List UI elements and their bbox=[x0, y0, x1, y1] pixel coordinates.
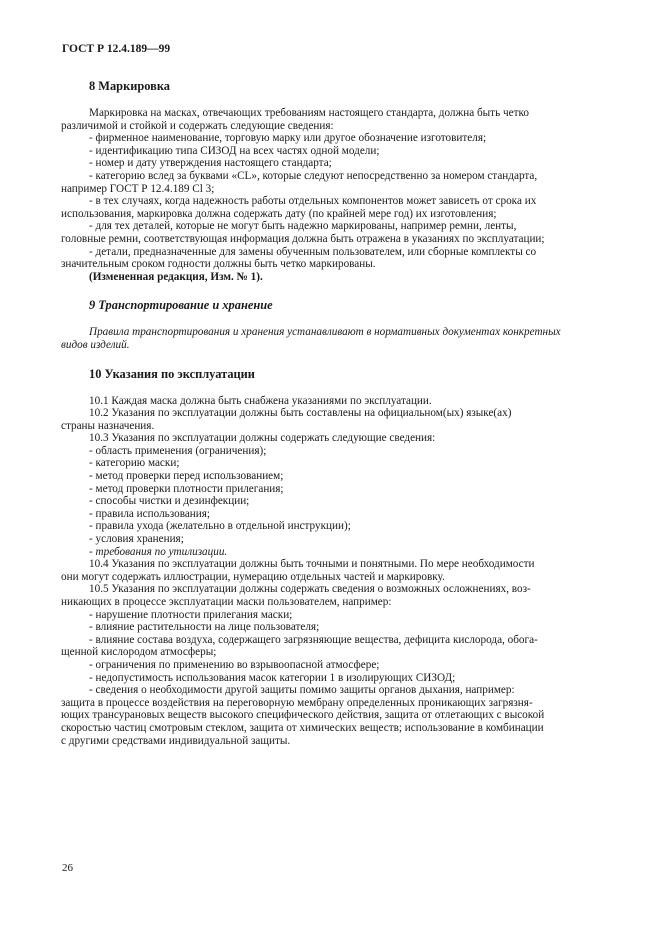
s10-list-item: - условия хранения; bbox=[89, 533, 184, 546]
s10-paragraph-cont: никающих в процессе эксплуатации маски пользователем, например: bbox=[61, 596, 392, 608]
s10-list-item: - область применения (ограничения); bbox=[89, 444, 267, 457]
s10-list-item: - ограничения по применению во взрывоопасной атмосфере; bbox=[89, 658, 380, 671]
section-8-heading: 8 Маркировка bbox=[89, 79, 170, 93]
s8-paragraph-line: Маркировка на масках, отвечающих требованиям настоящего стандарта, должна быть четко bbox=[89, 107, 529, 119]
s8-list-item-cont: головные ремни, соответствующая информация должна быть отражена в указаниях по эксплуатации; bbox=[61, 232, 545, 245]
s10-paragraph: 10.1 Каждая маска должна быть снабжена указаниями по эксплуатации. bbox=[89, 394, 432, 407]
page-number: 26 bbox=[62, 862, 73, 874]
s10-list-item: - недопустимость использования масок категории 1 в изолирующих СИЗОД; bbox=[89, 671, 456, 684]
s10-list-item: - влияние растительности на лице пользователя; bbox=[89, 621, 320, 634]
s8-list-item: - для тех деталей, которые не могут быть надежно маркированы, например ремни, ленты, bbox=[89, 220, 517, 233]
s10-paragraph: 10.4 Указания по эксплуатации должны быть точными и понятными. По мере необходимости bbox=[89, 558, 535, 571]
s10-list-item: - влияние состава воздуха, содержащего загрязняющие вещества, дефицита кислорода, обога- bbox=[89, 633, 538, 646]
section-9-heading: 9 Транспортирование и хранение bbox=[89, 298, 273, 313]
s10-list-item: - метод проверки плотности прилегания; bbox=[89, 482, 284, 495]
s8-list-item: - идентификацию типа СИЗОД на всех частях одной модели; bbox=[89, 144, 380, 157]
s10-paragraph: 10.3 Указания по эксплуатации должны содержать следующие сведения: bbox=[89, 432, 436, 445]
s10-list-item-cont: защита в процессе воздействия на переговорную мембрану определенных проникающих загрязня- bbox=[61, 696, 533, 709]
section-10-heading: 10 Указания по эксплуатации bbox=[89, 366, 255, 381]
s8-list-item: - номер и дату утверждения настоящего стандарта; bbox=[89, 157, 332, 170]
s10-list-item: - правила ухода (желательно в отдельной инструкции); bbox=[89, 520, 351, 533]
s10-paragraph-cont: страны назначения. bbox=[61, 419, 155, 432]
s10-list-item: - категорию маски; bbox=[89, 457, 180, 470]
s8-list-item: - категорию вслед за буквами «CL», которые следуют непосредственно за номером стандарта, bbox=[89, 169, 538, 182]
s10-list-item: - нарушение плотности прилегания маски; bbox=[89, 608, 293, 621]
s10-paragraph: 10.5 Указания по эксплуатации должны содержать сведения о возможных осложнениях, воз- bbox=[89, 583, 531, 596]
s10-list-item-cont: ющих трансурановых веществ высокого специфического действия, защита от отлетающих с высокой bbox=[61, 709, 545, 722]
s10-paragraph-cont: они могут содержать иллюстрации, нумерацию отдельных частей и маркировку. bbox=[61, 570, 445, 583]
s8-list-item-cont: использования, маркировка должна содержать дату (по крайней мере год) их изготовления; bbox=[61, 207, 497, 220]
s10-list-item: - требования по утилизации. bbox=[89, 545, 228, 558]
s8-list-item: - в тех случаях, когда надежность работы отдельных компонентов может зависеть от срока их bbox=[89, 195, 537, 208]
s10-list-item-cont: скоростью частиц смотровым стеклом, защита от химических веществ; использование в комбинации bbox=[61, 721, 544, 734]
s10-list-item-cont: щенной кислородом атмосферы; bbox=[61, 646, 217, 659]
s10-list-item-cont: с другими средствами индивидуальной защиты. bbox=[61, 734, 291, 747]
s10-list-item: - правила использования; bbox=[89, 507, 211, 520]
s10-paragraph: 10.2 Указания по эксплуатации должны быть составлены на официальном(ых) языке(ах) bbox=[89, 407, 512, 420]
s8-paragraph-line: различимой и стойкой и содержать следующие сведения: bbox=[61, 119, 334, 132]
page-body bbox=[61, 79, 599, 747]
s10-list-item: - способы чистки и дезинфекции; bbox=[89, 495, 250, 508]
s10-list-item: - сведения о необходимости другой защиты помимо защиты органов дыхания, например: bbox=[89, 684, 515, 697]
s8-list-item: - фирменное наименование, торговую марку или другое обозначение изготовителя; bbox=[89, 132, 487, 145]
s8-list-item-cont: значительным сроком годности должны быть четко маркированы. bbox=[61, 258, 376, 271]
s8-list-item: - детали, предназначенные для замены обученным пользователем, или сборные комплекты со bbox=[89, 245, 537, 258]
document-code-header: ГОСТ Р 12.4.189—99 bbox=[62, 43, 171, 55]
s8-list-item-cont: например ГОСТ Р 12.4.189 Cl 3; bbox=[61, 182, 215, 195]
s8-amendment-note: (Измененная редакция, Изм. № 1). bbox=[89, 270, 263, 283]
s9-paragraph-line: Правила транспортирования и хранения устанавливают в нормативных документах конкретных bbox=[89, 326, 561, 339]
s9-paragraph-line: видов изделий. bbox=[61, 338, 130, 351]
s10-list-item: - метод проверки перед использованием; bbox=[89, 470, 284, 483]
